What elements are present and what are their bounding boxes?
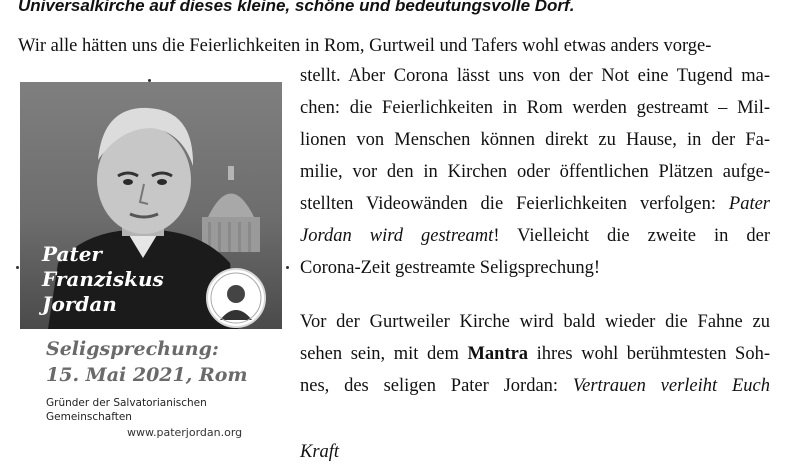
text-line: chen: die Feierlichkeiten in Rom werden gestreamt – Mil- [300, 98, 770, 118]
text-line [300, 188, 770, 220]
poster-name-line: Jordan [42, 292, 117, 316]
text-segment: nes, des seligen Pater Jordan: [300, 376, 573, 396]
poster-caption [46, 336, 286, 424]
caption-title-line: Seligsprechung: [46, 338, 219, 360]
beatification-poster [20, 82, 282, 329]
headline: Universalkirche auf dieses kleine, schöne und bedeutungsvolle Dorf. [18, 0, 575, 15]
caption-title-line: 15. Mai 2021, Rom [46, 364, 248, 386]
poster-url: www.paterjordan.org [127, 426, 243, 439]
quote-trust: Vertrauen verleiht Euch [572, 376, 770, 396]
cut-off-word: Kraft [300, 442, 340, 462]
poster-name-line: Pater [42, 242, 102, 266]
text-line [300, 370, 770, 402]
scan-dot [286, 266, 289, 269]
text-line: Corona-Zeit gestreamte Seligsprechung! [300, 258, 601, 278]
caption-subtitle-line: Gemeinschaften [46, 411, 132, 423]
caption-subtitle [46, 396, 286, 424]
text-segment: stellten Videowänden die Feierlichkeiten verfolgen: [300, 194, 716, 214]
text-line: milie, vor den in Kirchen oder öffentlichen Plätzen aufge- [300, 162, 770, 182]
mantra-word: Mantra [467, 344, 529, 364]
text-line: stellt. Aber Corona lässt uns von der Not eine Tugend ma- [300, 66, 770, 86]
text-line: Vor der Gurtweiler Kirche wird bald wieder die Fahne zu [300, 312, 770, 332]
text-line [300, 338, 770, 370]
text-segment: ! Vielleicht die zweite in der [493, 226, 771, 246]
text-line [300, 220, 770, 252]
wrapped-text [300, 60, 770, 402]
caption-subtitle-line: Gründer der Salvatorianischen [46, 397, 207, 409]
paragraph-1-first-line: Wir alle hätten uns die Feierlichkeiten in Rom, Gurtweil und Tafers wohl etwas anders vorge- [18, 36, 712, 56]
seal-logo-icon [206, 268, 266, 328]
poster-name-line: Franziskus [42, 267, 164, 291]
quote-pater: Pater [728, 194, 771, 214]
text-segment: ihres wohl berühmtesten Soh- [528, 344, 770, 364]
scan-dot [16, 266, 19, 269]
quote-jordan-streamed: Jordan wird gestreamt [300, 226, 494, 246]
text-segment: sehen sein, mit dem [300, 344, 468, 364]
text-line: lionen von Menschen können direkt zu Hause, in der Fa- [300, 130, 770, 150]
poster-name [42, 242, 164, 317]
